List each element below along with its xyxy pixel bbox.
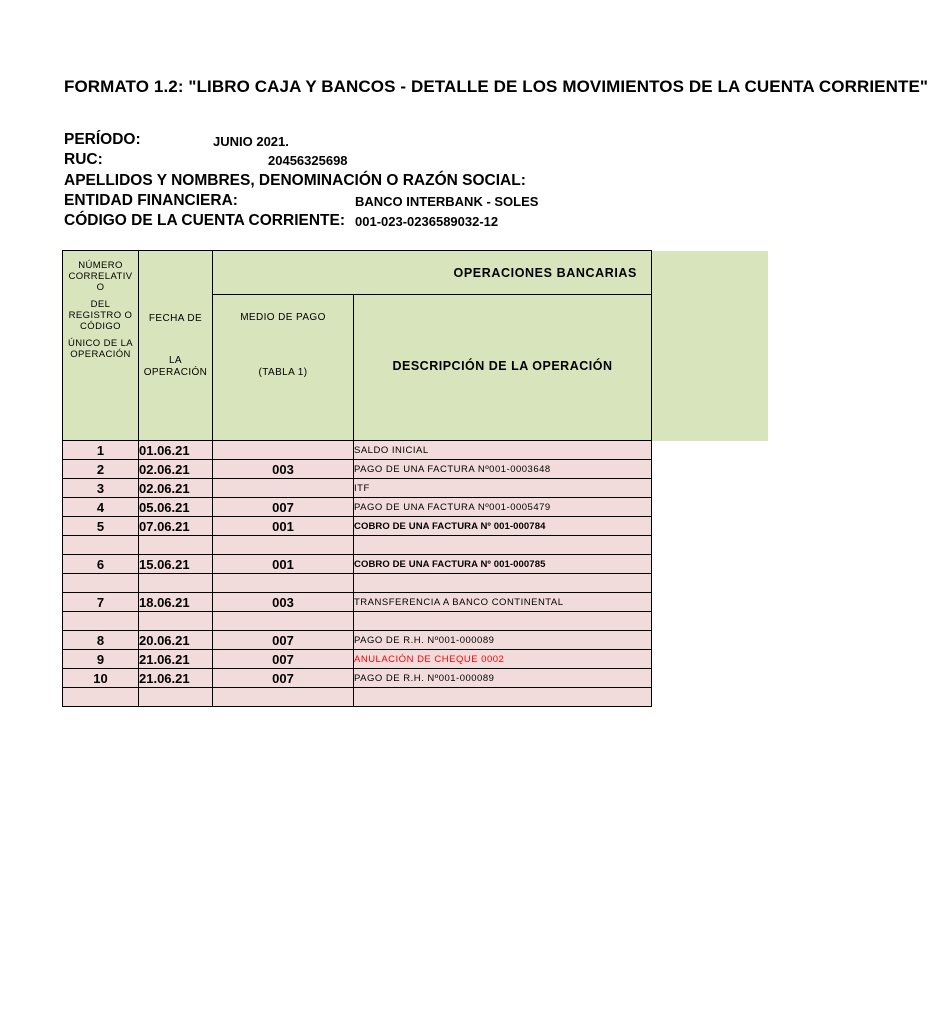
ruc-label: RUC: <box>64 151 103 168</box>
libro-caja-table <box>62 250 652 707</box>
numero-cell: 3 <box>63 479 139 498</box>
medio-pago-cell <box>213 536 354 555</box>
medio-pago-cell: 001 <box>213 555 354 574</box>
medio-pago-cell <box>213 479 354 498</box>
descripcion-cell: SALDO INICIAL <box>354 441 652 460</box>
descripcion-cell: COBRO DE UNA FACTURA Nº 001-000784 <box>354 517 652 536</box>
medio-pago-cell: 001 <box>213 517 354 536</box>
fecha-cell: 21.06.21 <box>139 650 213 669</box>
periodo-label: PERÍODO: <box>64 131 141 148</box>
document-title: FORMATO 1.2: "LIBRO CAJA Y BANCOS - DETALLE DE LOS MOVIMIENTOS DE LA CUENTA CORRIENTE" <box>64 77 928 96</box>
table-row <box>63 555 652 574</box>
numero-cell <box>63 688 139 707</box>
table-row <box>63 517 652 536</box>
descripcion-cell: PAGO DE UNA FACTURA Nº001-0003648 <box>354 460 652 479</box>
table-row <box>63 536 652 555</box>
table-row <box>63 669 652 688</box>
fecha-cell <box>139 612 213 631</box>
medio-pago-cell <box>213 574 354 593</box>
table-row <box>63 650 652 669</box>
numero-cell: 8 <box>63 631 139 650</box>
header-green-extension <box>651 251 768 441</box>
medio-pago-cell <box>213 688 354 707</box>
fecha-cell <box>139 574 213 593</box>
descripcion-cell: COBRO DE UNA FACTURA Nº 001-000785 <box>354 555 652 574</box>
ruc-value: 20456325698 <box>268 153 348 168</box>
numero-cell: 1 <box>63 441 139 460</box>
table-row <box>63 460 652 479</box>
razon-social-label: APELLIDOS Y NOMBRES, DENOMINACIÓN O RAZÓN SOCIAL: <box>64 172 526 189</box>
fecha-cell: 01.06.21 <box>139 441 213 460</box>
medio-pago-cell: 003 <box>213 460 354 479</box>
header-operaciones-bancarias: OPERACIONES BANCARIAS <box>213 251 652 295</box>
table-row <box>63 631 652 650</box>
fecha-cell <box>139 688 213 707</box>
numero-cell: 2 <box>63 460 139 479</box>
periodo-value: JUNIO 2021. <box>213 134 289 149</box>
fecha-cell: 05.06.21 <box>139 498 213 517</box>
fecha-cell: 21.06.21 <box>139 669 213 688</box>
descripcion-cell: PAGO DE R.H. Nº001-000089 <box>354 631 652 650</box>
numero-cell: 6 <box>63 555 139 574</box>
table-row <box>63 612 652 631</box>
fecha-cell: 18.06.21 <box>139 593 213 612</box>
fecha-cell <box>139 536 213 555</box>
entidad-financiera-value: BANCO INTERBANK - SOLES <box>355 194 539 209</box>
table-row <box>63 498 652 517</box>
table-row <box>63 593 652 612</box>
descripcion-cell <box>354 574 652 593</box>
medio-pago-cell: 003 <box>213 593 354 612</box>
fecha-cell: 07.06.21 <box>139 517 213 536</box>
entidad-financiera-label: ENTIDAD FINANCIERA: <box>64 192 238 209</box>
medio-pago-cell <box>213 441 354 460</box>
descripcion-cell: ANULACIÓN DE CHEQUE 0002 <box>354 650 652 669</box>
fecha-cell: 02.06.21 <box>139 460 213 479</box>
numero-cell <box>63 536 139 555</box>
table-row <box>63 688 652 707</box>
cuenta-corriente-label: CÓDIGO DE LA CUENTA CORRIENTE: <box>64 212 346 229</box>
numero-cell: 7 <box>63 593 139 612</box>
medio-pago-cell <box>213 612 354 631</box>
numero-cell <box>63 574 139 593</box>
medio-pago-cell: 007 <box>213 650 354 669</box>
medio-pago-cell: 007 <box>213 669 354 688</box>
cuenta-corriente-value: 001-023-0236589032-12 <box>355 214 499 229</box>
header-descripcion-operacion: DESCRIPCIÓN DE LA OPERACIÓN <box>354 295 652 441</box>
header-fecha-operacion: FECHA DE LA OPERACIÓN <box>139 251 213 441</box>
table-body <box>63 441 652 707</box>
header-numero-correlativo: NÚMERO CORRELATIV O DEL REGISTRO O CÓDIGO ÚNICO DE LA OPERACIÓN <box>63 251 139 441</box>
numero-cell: 9 <box>63 650 139 669</box>
descripcion-cell: PAGO DE UNA FACTURA Nº001-0005479 <box>354 498 652 517</box>
numero-cell: 10 <box>63 669 139 688</box>
descripcion-cell <box>354 536 652 555</box>
descripcion-cell: ITF <box>354 479 652 498</box>
descripcion-cell: TRANSFERENCIA A BANCO CONTINENTAL <box>354 593 652 612</box>
descripcion-cell <box>354 688 652 707</box>
fecha-cell: 20.06.21 <box>139 631 213 650</box>
numero-cell <box>63 612 139 631</box>
numero-cell: 5 <box>63 517 139 536</box>
medio-pago-cell: 007 <box>213 631 354 650</box>
numero-cell: 4 <box>63 498 139 517</box>
fecha-cell: 02.06.21 <box>139 479 213 498</box>
table-row <box>63 479 652 498</box>
fecha-cell: 15.06.21 <box>139 555 213 574</box>
medio-pago-cell: 007 <box>213 498 354 517</box>
descripcion-cell <box>354 612 652 631</box>
table-row <box>63 441 652 460</box>
table-row <box>63 574 652 593</box>
descripcion-cell: PAGO DE R.H. Nº001-000089 <box>354 669 652 688</box>
header-medio-de-pago: MEDIO DE PAGO (TABLA 1) <box>213 295 354 441</box>
